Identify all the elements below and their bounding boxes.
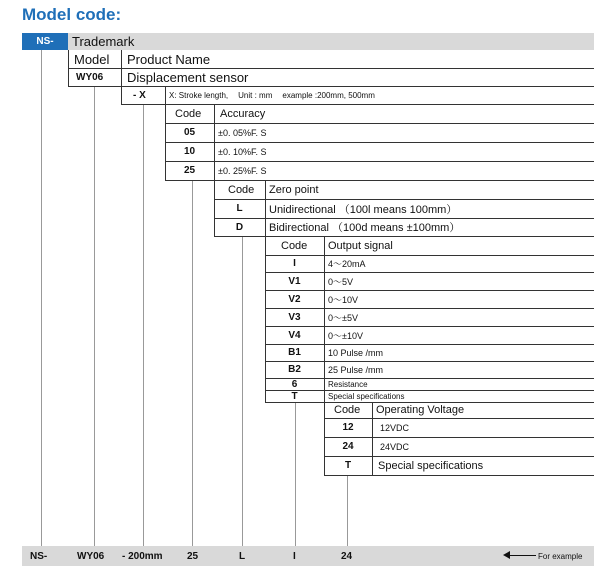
- output-value: Special specifications: [328, 391, 405, 401]
- output-value: 10 Pulse /mm: [328, 347, 384, 358]
- zero-value: Bidirectional （100d means ±100mm）: [269, 222, 461, 234]
- stroke-description: [165, 86, 594, 104]
- accuracy-value: ±0. 10%F. S: [218, 146, 267, 157]
- accuracy-code: 25: [183, 165, 196, 176]
- trademark-header: [68, 33, 594, 50]
- accuracy-value: ±0. 25%F. S: [218, 165, 267, 176]
- voltage-value: Special specifications: [378, 459, 484, 472]
- guide-line-output: [295, 402, 296, 546]
- for-example-note: For example: [538, 551, 583, 561]
- accuracy-code: 10: [183, 146, 196, 157]
- model-code-cell: [68, 68, 121, 86]
- voltage-value: 12VDC: [380, 422, 410, 433]
- example-output: I: [293, 550, 296, 562]
- output-code: V4: [288, 329, 301, 341]
- accuracy-header: Accuracy: [220, 107, 266, 120]
- product-name-header: [121, 50, 321, 68]
- product-name-cell: [121, 68, 321, 86]
- stroke-desc-a: X: Stroke length,: [169, 90, 229, 100]
- stroke-code: - X: [133, 89, 146, 101]
- example-ns: NS-: [30, 550, 48, 562]
- output-code: V2: [288, 293, 301, 305]
- output-code: B2: [288, 364, 301, 375]
- output-value: 0～10V: [328, 294, 359, 305]
- arrow-head-icon: [503, 551, 510, 559]
- example-stroke: - 200mm: [122, 550, 163, 562]
- voltage-code: 12: [342, 422, 354, 433]
- zero-point-header: Zero point: [269, 183, 319, 196]
- guide-line-zero: [242, 236, 243, 546]
- voltage-code: T: [344, 460, 352, 471]
- model-code: WY06: [76, 71, 104, 83]
- operating-voltage-header: Operating Voltage: [376, 404, 465, 416]
- zero-value: Unidirectional （100l means 100mm）: [269, 203, 458, 216]
- voltage-code-header: Code: [334, 404, 361, 416]
- output-signal-header: Output signal: [328, 239, 393, 252]
- guide-line-voltage: [347, 475, 348, 546]
- stroke-desc-b: Unit : mm: [238, 90, 273, 100]
- zero-code: L: [236, 203, 243, 214]
- output-value: 25 Pulse /mm: [328, 364, 384, 375]
- accuracy-code: 05: [183, 127, 196, 138]
- output-code: B1: [288, 347, 301, 358]
- trademark-label: Trademark: [72, 34, 135, 49]
- ns-code-box: [22, 33, 68, 50]
- stroke-desc-c: example :200mm, 500mm: [282, 90, 375, 100]
- guide-line-accuracy: [192, 180, 193, 546]
- stroke-code-cell: [121, 86, 165, 104]
- product-name-label: Product Name: [127, 51, 211, 67]
- model-label: Model: [74, 51, 110, 67]
- output-code: V3: [288, 311, 301, 323]
- output-value: 4～20mA: [328, 259, 366, 269]
- output-value: Resistance: [328, 379, 368, 389]
- model-header: [68, 50, 121, 68]
- zero-code-header: Code: [228, 183, 255, 196]
- example-model: WY06: [77, 550, 105, 562]
- guide-line-stroke: [143, 104, 144, 546]
- page-title: Model code:: [22, 5, 122, 24]
- voltage-value: 24VDC: [380, 441, 410, 452]
- example-accuracy: 25: [187, 550, 199, 562]
- ns-code: NS-: [36, 36, 54, 47]
- output-value: 0～5V: [328, 276, 354, 287]
- output-code: I: [293, 258, 296, 269]
- rule: [324, 475, 594, 476]
- product-name-value: Displacement sensor: [127, 69, 249, 85]
- guide-line-model: [94, 86, 95, 546]
- voltage-code: 24: [342, 441, 354, 452]
- output-code: T: [291, 390, 298, 402]
- arrow-left-icon: [508, 555, 536, 556]
- output-value: 0～±5V: [328, 312, 358, 323]
- example-zero: L: [239, 550, 246, 562]
- accuracy-code-header: Code: [175, 107, 202, 120]
- accuracy-value: ±0. 05%F. S: [218, 127, 267, 138]
- guide-line-ns: [41, 50, 42, 546]
- output-value: 0～±10V: [328, 330, 363, 341]
- output-code: V1: [288, 275, 301, 287]
- example-voltage: 24: [341, 550, 353, 562]
- output-code-header: Code: [281, 239, 308, 252]
- output-code: 6: [291, 378, 298, 390]
- zero-code: D: [235, 221, 244, 233]
